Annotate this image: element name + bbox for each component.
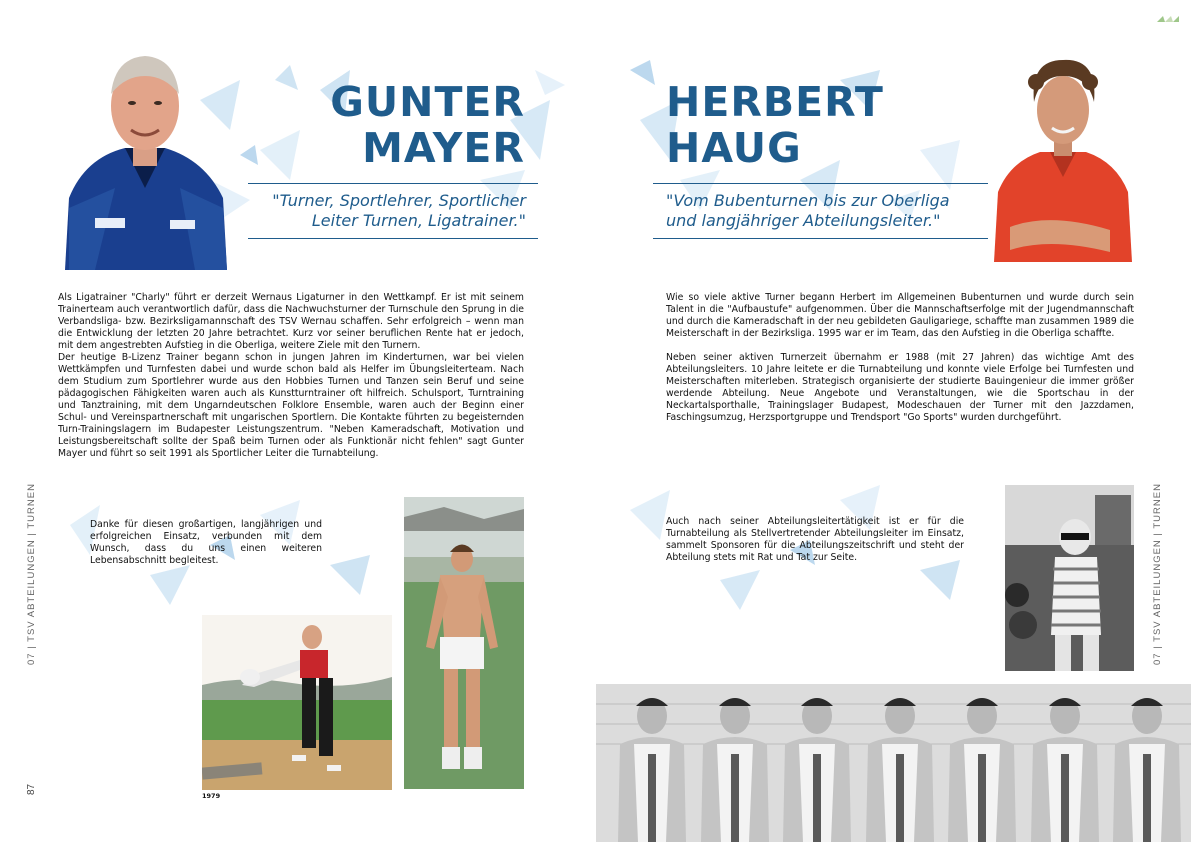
herbert-paragraph-3: Auch nach seiner Abteilungsleitertätigkeit ist er für die Turnabteilung als Stellvertretender Abteilungsleiter im Einsatz, sammelt Sponsoren für die Abteilungszeitschrift und steht der Abteilung stets mit Rat und Tat zur Seite. — [666, 516, 964, 563]
gunter-quote-line1: "Turner, Sportlehrer, Sportlicher — [272, 191, 526, 210]
gunter-paragraph-1: Als Ligatrainer "Charly" führt er derzeit Wernaus Ligaturner in den Wettkampf. Er ist mit seinem Trainerteam auch verantwortlich dafür, dass die Nachwuchsturner der Turnschule den Sprung in die Verbandsliga- bzw. Bezirksligamannschaft des TSV Wernau schaffen. Sehr erfolgreich – wenn man die Entwicklung der letzten 20 Jahre betrachtet. Kurz vor seiner beruflichen Rente hat er jedoch, mit dem angestrebten Aufstieg in die Oberliga, weitere Ziele mit den Turnern. — [58, 292, 524, 351]
photo-caption-1979: 1979 — [202, 792, 221, 800]
gunter-name-line1: GUNTER — [330, 78, 525, 126]
portrait-herbert-haug — [990, 52, 1136, 262]
corner-mark-icon — [1155, 14, 1181, 24]
portrait-gunter-mayer — [55, 48, 235, 270]
photo-carnival-costume — [1005, 485, 1134, 671]
page-number-left: 87 — [26, 783, 37, 795]
gunter-thanks-text: Danke für diesen großartigen, langjährigen und erfolgreichen Einsatz, verbunden mit dem Wunsch, dass du uns einen weiteren Lebensabschnitt begleitest. — [90, 519, 322, 566]
side-label-right: 07 | TSV ABTEILUNGEN | TURNEN — [1152, 483, 1163, 665]
gunter-quote-line2: Leiter Turnen, Ligatrainer." — [311, 211, 526, 230]
herbert-quote-line2: und langjähriger Abteilungsleiter." — [666, 211, 941, 230]
herbert-paragraph-1: Wie so viele aktive Turner begann Herbert im Allgemeinen Bubenturnen und wurde durch sein Talent in die "Aufbaustufe" aufgenommen. Über die Mannschaftserfolge mit der Jugendmannschaft und durch die Kameradschaft in der neu gebildeten Gauligariege, schaffte man zusammen 1989 die Meisterschaft in der Bezirksliga. 1995 war er im Team, das den Aufstieg in die Oberliga schaffte. — [666, 292, 1134, 339]
herbert-paragraph-2: Neben seiner aktiven Turnerzeit übernahm er 1988 (mit 27 Jahren) das wichtige Amt des Abteilungsleiters. 10 Jahre leitete er die Turnabteilung und konnte viele Erfolge bei Turnfesten und Meisterschaften miterleben. Strategisch organisierte der studierte Bauingenieur die immer größer werdende Abteilung. Neue Angebote und Veranstaltungen, wie die Sportschau in der Neckartalsporthalle, Trainingslager Budapest, Modeschauen der Turner mit den Jazzdamen, Faschingsumzug, Herzsportgruppe und Trendsport "Go Sports" wurden durchgeführt. — [666, 352, 1134, 423]
quote-rule-top-left — [248, 183, 538, 184]
quote-rule-bottom-left — [248, 238, 538, 239]
photo-team-gymnasts — [596, 684, 1191, 842]
side-label-left: 07 | TSV ABTEILUNGEN | TURNEN — [26, 483, 37, 665]
photo-1979-thrower — [202, 615, 392, 790]
herbert-quote-line1: "Vom Bubenturnen bis zur Oberliga — [666, 191, 950, 210]
herbert-name-line2: HAUG — [666, 124, 802, 172]
gunter-name-line2: MAYER — [362, 124, 525, 172]
quote-rule-bottom-right — [653, 238, 988, 239]
quote-rule-top-right — [653, 183, 988, 184]
herbert-body-text — [666, 292, 1134, 424]
gunter-body-text — [58, 292, 524, 460]
gunter-paragraph-2: Der heutige B-Lizenz Trainer begann schon in jungen Jahren im Kinderturnen, war bei vielen Wettkämpfen und Turnfesten dabei und wurde schon bald als Helfer im Übungsleiterteam. Nach dem Studium zum Sportlehrer wurde aus den Hobbies Turnen und Tanzen sein Beruf und seine pädagogischen Fähigkeiten waren auch als Kunstturntrainer oft hilfreich. Schulsport, Turntraining und Tanztraining, mit dem Ungarndeutschen Folklore Ensemble, waren auch der Beginn einer Schul- und Vereinspartnerschaft mit ungarischen Sportlern. Die Kontakte führten zu begeisternden Turn-Trainingslagern im Budapester Leistungszentrum. "Neben Kameradschaft, Motivation und Leistungsbereitschaft sollte der Spaß beim Turnen oder als Funktionär nicht fehlen" sagt Gunter Mayer und führt so seit 1991 als Sportlicher Leiter die Turnabteilung. — [58, 352, 524, 459]
photo-young-gymnast — [404, 497, 524, 789]
herbert-name-line1: HERBERT — [666, 78, 884, 126]
